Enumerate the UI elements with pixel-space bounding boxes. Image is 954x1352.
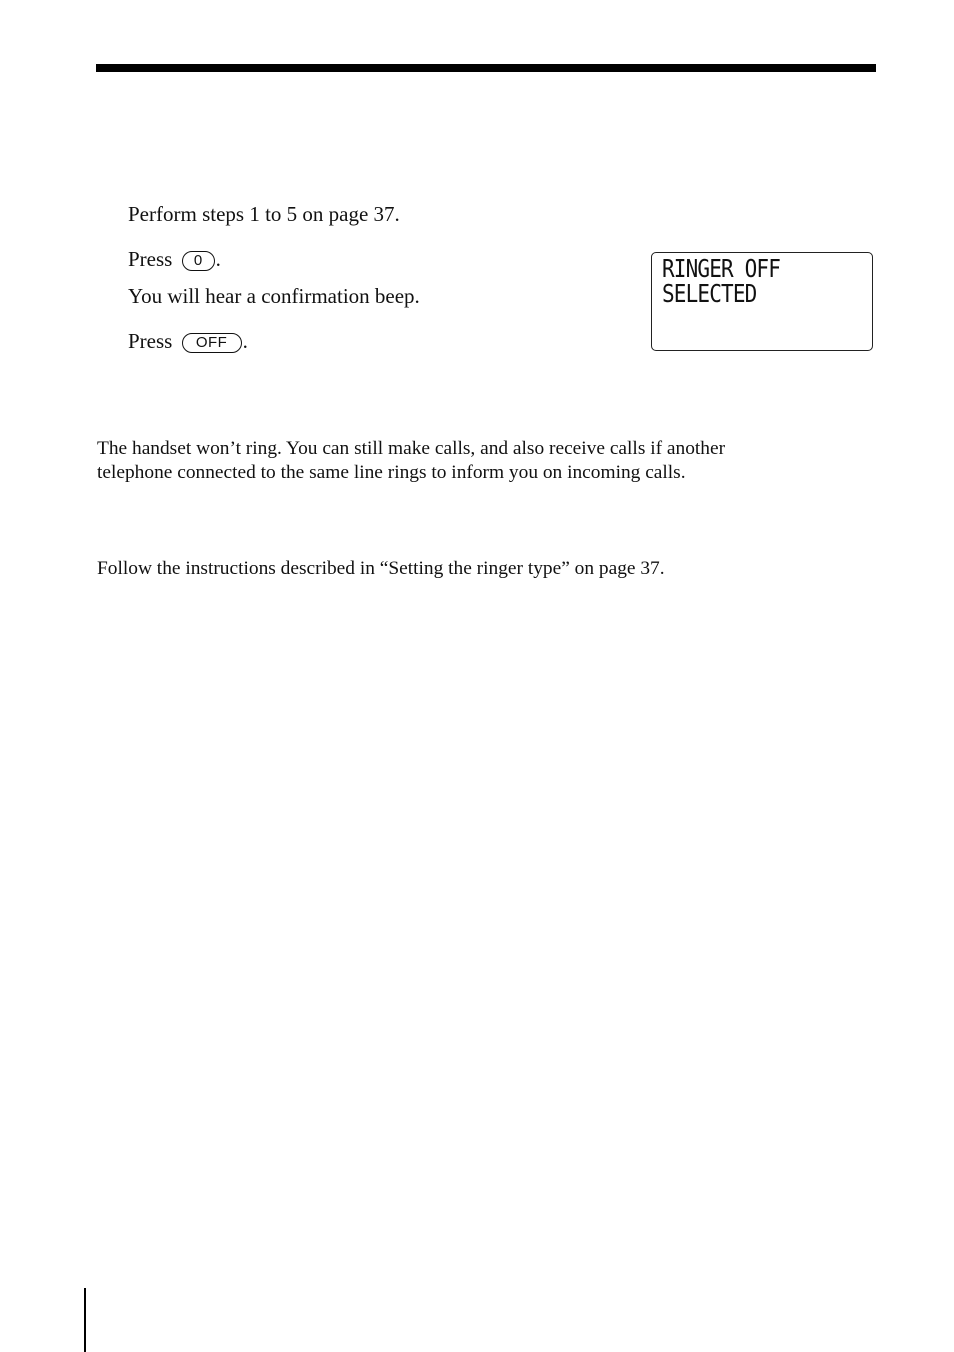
lcd-line-2: SELECTED [662, 279, 757, 308]
step-2-prefix: Press [128, 247, 173, 271]
step-3-prefix: Press [128, 329, 173, 353]
step-2-note: You will hear a confirmation beep. [128, 284, 420, 308]
body-paragraph-1: The handset won’t ring. You can still make calls, and also receive calls if another telephone connected to the same line rings to inform you on incoming calls. [97, 438, 726, 483]
top-rule [96, 64, 876, 72]
step-1-text: Perform steps 1 to 5 on page 37. [128, 202, 400, 226]
zero-key-icon: 0 [182, 251, 215, 271]
body-paragraph-2: Follow the instructions described in “Setting the ringer type” on page 37. [97, 558, 665, 579]
step-3 [128, 328, 248, 354]
off-key-icon: OFF [182, 333, 242, 353]
lcd-line-1: RINGER OFF [662, 254, 781, 283]
margin-rule [84, 1288, 86, 1352]
lcd-display [651, 252, 873, 351]
step-2 [128, 246, 221, 272]
step-2-suffix: . [215, 247, 221, 271]
step-3-suffix: . [242, 329, 248, 353]
